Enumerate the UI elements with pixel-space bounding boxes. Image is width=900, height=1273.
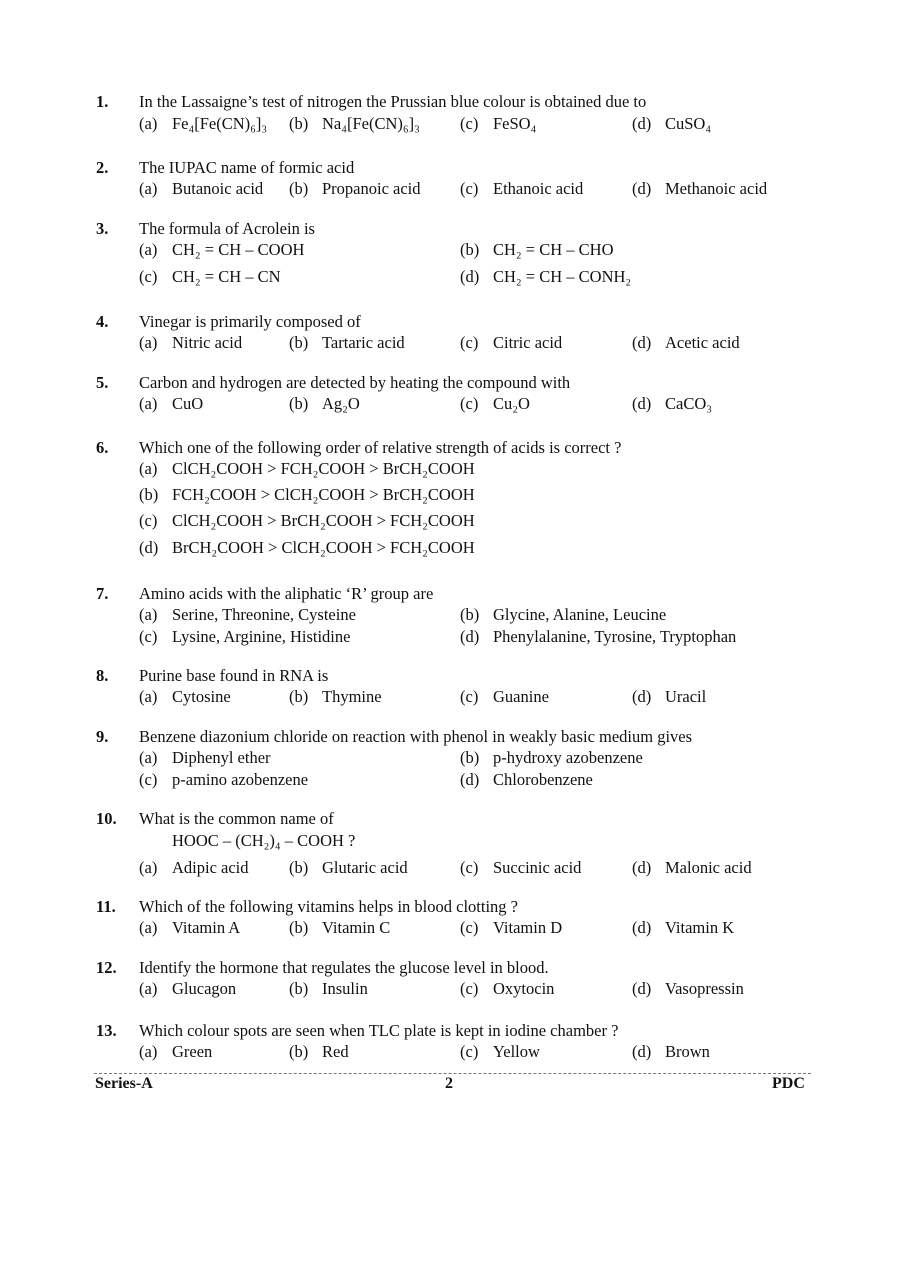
question-number: 6. (96, 438, 109, 457)
question-number: 4. (96, 312, 109, 331)
question-number: 11. (96, 897, 116, 916)
question-number: 3. (96, 219, 109, 238)
question-stem: Which colour spots are seen when TLC plate is kept in iodine chamber ? (139, 1021, 619, 1040)
question-number: 13. (96, 1021, 117, 1040)
options-row (0, 394, 900, 416)
option-d: (d) Methanoic acid (632, 179, 768, 198)
footer-page-number: 2 (445, 1075, 453, 1092)
question-number: 5. (96, 373, 109, 392)
option-b: (b) Glycine, Alanine, Leucine (460, 605, 667, 624)
option-d: (d) CH₂ = CH – CONH₂ (460, 267, 632, 286)
option-c: (c) Lysine, Arginine, Histidine (139, 627, 351, 646)
question-number: 2. (96, 158, 109, 177)
footer-series: Series-A (95, 1075, 153, 1092)
question-number: 10. (96, 809, 117, 828)
option-c: (c) FeSO₄ (460, 114, 537, 133)
options-row (0, 979, 900, 1001)
option-c: (c) Oxytocin (460, 979, 555, 998)
options-row (0, 485, 900, 507)
option-c: (c) Vitamin D (460, 918, 563, 937)
option-b: (b) FCH₂COOH > ClCH₂COOH > BrCH₂COOH (139, 485, 475, 504)
question-stem: What is the common name of (139, 809, 334, 828)
option-d: (d) Phenylalanine, Tyrosine, Tryptophan (460, 627, 737, 646)
option-b: (b) Vitamin C (289, 918, 391, 937)
option-d: (d) Brown (632, 1042, 710, 1061)
option-a: (a) Cytosine (139, 687, 231, 706)
option-d: (d) Uracil (632, 687, 707, 706)
question-number: 1. (96, 92, 109, 111)
options-row (0, 858, 900, 880)
option-d: (d) CaCO₃ (632, 394, 713, 413)
options-row (0, 511, 900, 533)
option-c: (c) Yellow (460, 1042, 540, 1061)
option-a: (a) CH₂ = CH – COOH (139, 240, 305, 259)
options-row (0, 605, 900, 627)
option-c: (c) ClCH₂COOH > BrCH₂COOH > FCH₂COOH (139, 511, 475, 530)
options-row (0, 538, 900, 560)
footer-code: PDC (772, 1075, 805, 1092)
options-row (0, 267, 900, 289)
question-stem: Identify the hormone that regulates the glucose level in blood. (139, 958, 549, 977)
option-d: (d) Vitamin K (632, 918, 735, 937)
option-c: (c) CH₂ = CH – CN (139, 267, 281, 286)
question-stem: Purine base found in RNA is (139, 666, 329, 685)
options-row (0, 1042, 900, 1064)
option-d: (d) Acetic acid (632, 333, 740, 352)
options-row (0, 240, 900, 262)
option-a: (a) Fe₄[Fe(CN)₆]₃ (139, 114, 268, 133)
option-a: (a) Diphenyl ether (139, 748, 271, 767)
formula-line: HOOC – (CH₂)₄ – COOH ? (172, 831, 356, 850)
option-b: (b) Insulin (289, 979, 368, 998)
options-row (0, 179, 900, 201)
option-c: (c) p-amino azobenzene (139, 770, 309, 789)
question-stem: The formula of Acrolein is (139, 219, 315, 238)
question-stem: Amino acids with the aliphatic ‘R’ group are (139, 584, 434, 603)
footer-divider (94, 1073, 811, 1074)
option-b: (b) Propanoic acid (289, 179, 421, 198)
option-c: (c) Cu₂O (460, 394, 530, 413)
options-row (0, 459, 900, 481)
option-b: (b) p-hydroxy azobenzene (460, 748, 643, 767)
option-c: (c) Ethanoic acid (460, 179, 584, 198)
option-d: (d) CuSO₄ (632, 114, 712, 133)
options-row (0, 114, 900, 136)
question-stem: The IUPAC name of formic acid (139, 158, 355, 177)
question-stem: Which one of the following order of relative strength of acids is correct ? (139, 438, 622, 457)
option-a: (a) Green (139, 1042, 213, 1061)
question-number: 8. (96, 666, 109, 685)
options-row (0, 770, 900, 792)
option-a: (a) Butanoic acid (139, 179, 264, 198)
option-a: (a) CuO (139, 394, 204, 413)
option-b: (b) Glutaric acid (289, 858, 408, 877)
question-stem: Benzene diazonium chloride on reaction with phenol in weakly basic medium gives (139, 727, 693, 746)
option-d: (d) Vasopressin (632, 979, 744, 998)
option-b: (b) Thymine (289, 687, 382, 706)
option-c: (c) Guanine (460, 687, 549, 706)
option-b: (b) CH₂ = CH – CHO (460, 240, 614, 259)
options-row (0, 687, 900, 709)
option-d: (d) BrCH₂COOH > ClCH₂COOH > FCH₂COOH (139, 538, 475, 557)
question-stem: In the Lassaigne’s test of nitrogen the Prussian blue colour is obtained due to (139, 92, 647, 111)
option-a: (a) Vitamin A (139, 918, 241, 937)
option-b: (b) Tartaric acid (289, 333, 405, 352)
option-a: (a) ClCH₂COOH > FCH₂COOH > BrCH₂COOH (139, 459, 475, 478)
option-d: (d) Chlorobenzene (460, 770, 593, 789)
question-number: 7. (96, 584, 109, 603)
options-row (0, 918, 900, 940)
option-a: (a) Adipic acid (139, 858, 249, 877)
question-number: 9. (96, 727, 109, 746)
option-b: (b) Red (289, 1042, 349, 1061)
options-row (0, 748, 900, 770)
question-stem: Carbon and hydrogen are detected by heating the compound with (139, 373, 571, 392)
option-a: (a) Nitric acid (139, 333, 243, 352)
question-number: 12. (96, 958, 117, 977)
option-b: (b) Na₄[Fe(CN)₆]₃ (289, 114, 420, 133)
option-c: (c) Citric acid (460, 333, 563, 352)
option-c: (c) Succinic acid (460, 858, 582, 877)
option-d: (d) Malonic acid (632, 858, 752, 877)
option-a: (a) Glucagon (139, 979, 237, 998)
option-b: (b) Ag₂O (289, 394, 360, 413)
options-row (0, 333, 900, 355)
option-a: (a) Serine, Threonine, Cysteine (139, 605, 356, 624)
question-stem: Which of the following vitamins helps in blood clotting ? (139, 897, 518, 916)
options-row (0, 627, 900, 649)
question-stem: Vinegar is primarily composed of (139, 312, 361, 331)
